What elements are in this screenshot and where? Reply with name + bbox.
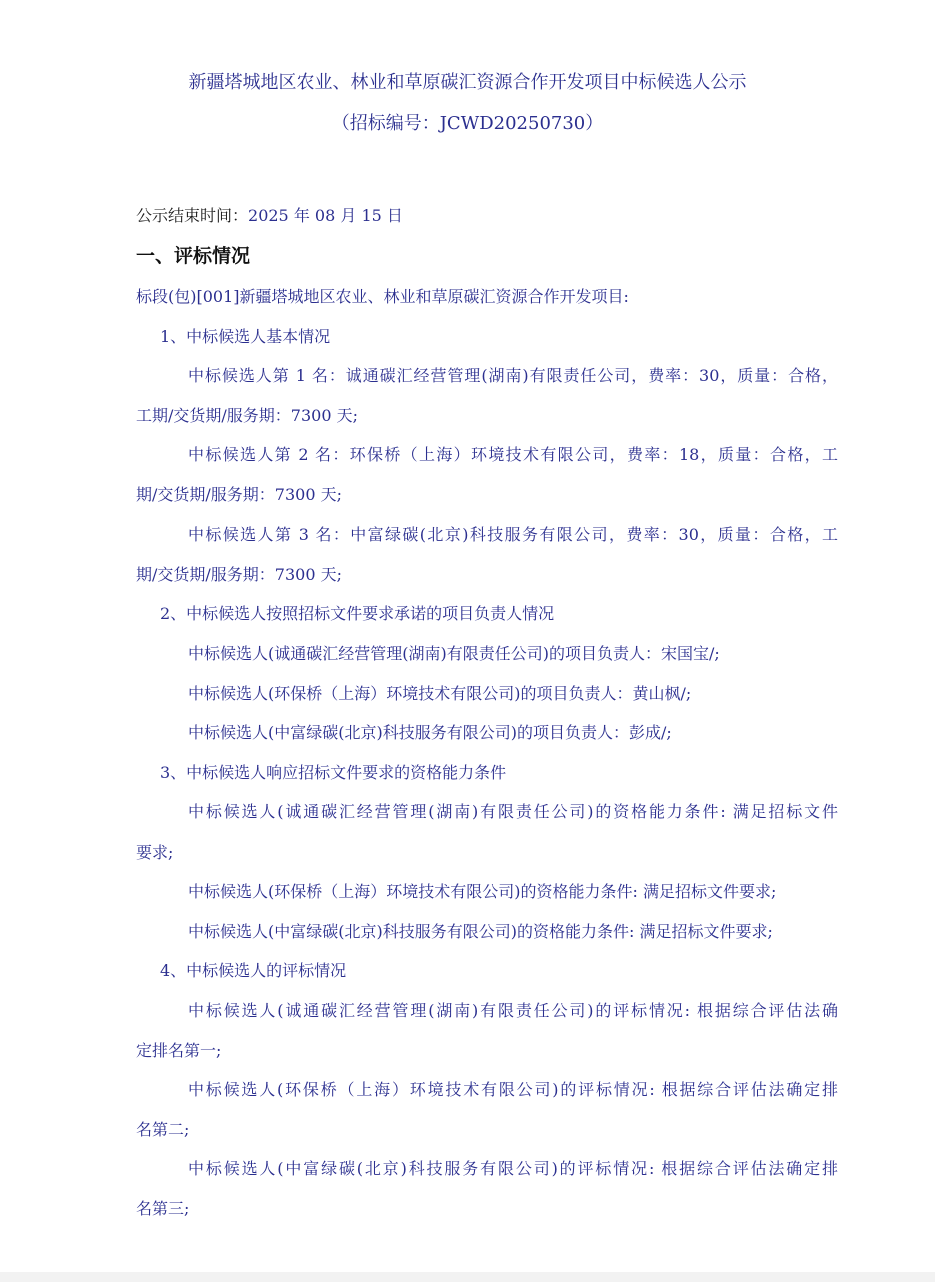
candidate-2-line1: 中标候选人第 2 名：环保桥（上海）环境技术有限公司，费率：18，质量：合格，工: [188, 445, 838, 464]
qualification-item-1-line1: 中标候选人(诚通碳汇经营管理(湖南)有限责任公司)的资格能力条件: 满足招标文件: [188, 802, 838, 821]
end-time-value: 2025 年 08 月 15 日: [248, 206, 403, 225]
leader-item-3: 中标候选人(中富绿碳(北京)科技服务有限公司)的项目负责人：彭成/;: [188, 723, 672, 742]
evaluation-item-3-line1: 中标候选人(中富绿碳(北京)科技服务有限公司)的评标情况: 根据综合评估法确定排: [188, 1159, 838, 1178]
qualification-item-2: 中标候选人(环保桥（上海）环境技术有限公司)的资格能力条件: 满足招标文件要求;: [188, 882, 777, 901]
candidate-3-line2: 期/交货期/服务期：7300 天;: [136, 565, 342, 584]
tender-code: （招标编号：JCWD20250730）: [331, 113, 604, 134]
qualification-item-1-line2: 要求;: [136, 843, 174, 862]
candidate-2-line2: 期/交货期/服务期：7300 天;: [136, 485, 342, 504]
qualification-item-3: 中标候选人(中富绿碳(北京)科技服务有限公司)的资格能力条件: 满足招标文件要求;: [188, 922, 773, 941]
subsection-title-evaluation: 4、中标候选人的评标情况: [160, 961, 347, 980]
evaluation-item-1-line1: 中标候选人(诚通碳汇经营管理(湖南)有限责任公司)的评标情况: 根据综合评估法确: [188, 1001, 838, 1020]
document-title: 新疆塔城地区农业、林业和草原碳汇资源合作开发项目中标候选人公示: [188, 72, 747, 93]
end-time-label: 公示结束时间：: [136, 206, 249, 225]
evaluation-item-3-line2: 名第三;: [136, 1199, 190, 1218]
section-heading-evaluation: 一、评标情况: [136, 245, 251, 267]
page-bottom-divider: [0, 1272, 935, 1282]
end-time-row: [136, 203, 403, 226]
leader-item-1: 中标候选人(诚通碳汇经营管理(湖南)有限责任公司)的项目负责人：宋国宝/;: [188, 644, 720, 663]
evaluation-item-2-line2: 名第二;: [136, 1120, 190, 1139]
evaluation-item-1-line2: 定排名第一;: [136, 1041, 222, 1060]
candidate-1-line2: 工期/交货期/服务期：7300 天;: [136, 406, 358, 425]
evaluation-item-2-line1: 中标候选人(环保桥（上海）环境技术有限公司)的评标情况: 根据综合评估法确定排: [188, 1080, 838, 1099]
subsection-title-basic-info: 1、中标候选人基本情况: [160, 327, 331, 346]
subsection-title-project-leader: 2、中标候选人按照招标文件要求承诺的项目负责人情况: [160, 604, 555, 623]
candidate-3-line1: 中标候选人第 3 名：中富绿碳(北京)科技服务有限公司，费率：30，质量：合格，工: [188, 525, 838, 544]
candidate-1-line1: 中标候选人第 1 名：诚通碳汇经营管理(湖南)有限责任公司，费率：30，质量：合格，: [188, 366, 838, 385]
subsection-title-qualification: 3、中标候选人响应招标文件要求的资格能力条件: [160, 763, 507, 782]
package-line: 标段(包)[001]新疆塔城地区农业、林业和草原碳汇资源合作开发项目:: [136, 287, 629, 306]
leader-item-2: 中标候选人(环保桥（上海）环境技术有限公司)的项目负责人：黄山枫/;: [188, 684, 692, 703]
